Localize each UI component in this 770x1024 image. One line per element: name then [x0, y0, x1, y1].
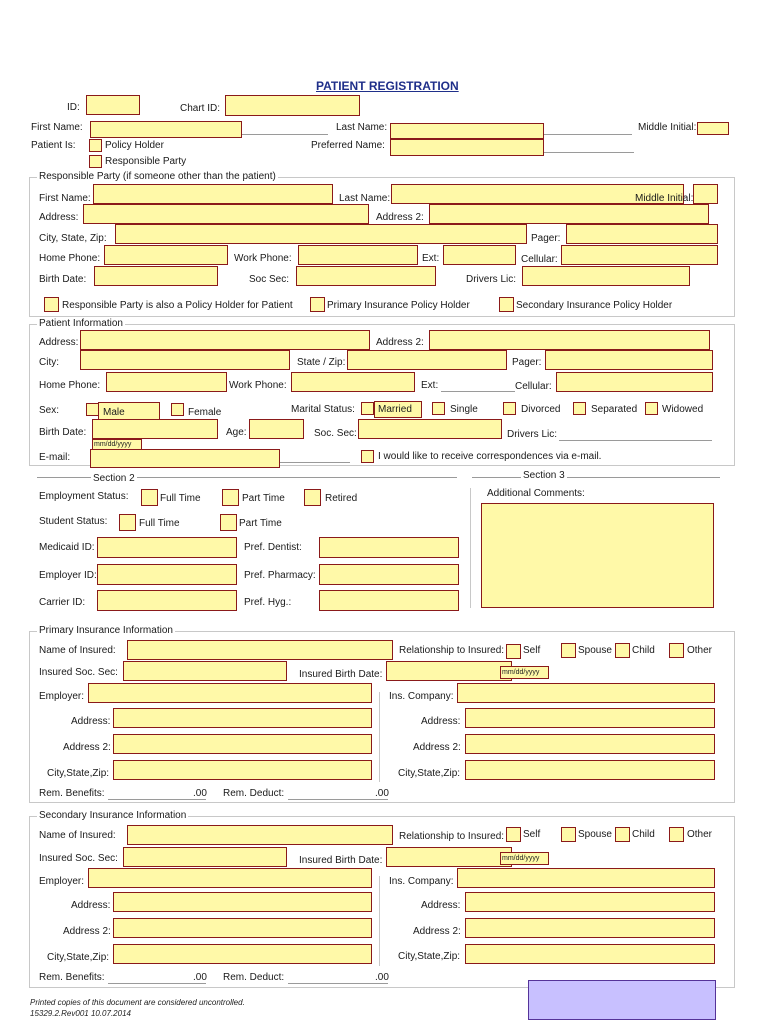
employment-fulltime-label: Full Time — [160, 493, 201, 504]
dentist-field[interactable] — [319, 537, 459, 558]
patient-is-label: Patient Is: — [31, 140, 76, 151]
pi-state-zip-field[interactable] — [347, 350, 507, 370]
responsible-party-checkbox[interactable] — [89, 155, 102, 168]
ins2-co-address2-label: Address 2: — [413, 926, 461, 937]
rp-ext-label: Ext: — [422, 253, 440, 264]
pi-soc-sec-label: Soc. Sec: — [314, 428, 357, 439]
ins1-soc-field[interactable] — [123, 661, 287, 681]
ins2-spouse-label: Spouse — [578, 829, 612, 840]
ins2-address-field[interactable] — [113, 892, 372, 912]
ins1-deduct-label: Rem. Deduct: — [223, 788, 285, 799]
ins1-birth-field[interactable] — [386, 661, 512, 681]
rp-middle-initial-field[interactable] — [693, 184, 718, 204]
primary-insurance-legend: Primary Insurance Information — [39, 625, 173, 636]
policy-holder-label: Policy Holder — [105, 140, 164, 151]
pi-marital-label: Marital Status: — [291, 404, 355, 415]
employment-label: Employment Status: — [39, 491, 129, 502]
rp-first-name-label: First Name: — [39, 193, 91, 204]
student-parttime-label: Part Time — [239, 518, 282, 529]
student-fulltime-label: Full Time — [139, 518, 180, 529]
employment-retired-checkbox[interactable] — [304, 489, 321, 506]
rp-primary-holder-label: Primary Insurance Policy Holder — [327, 300, 470, 311]
footer-disclaimer: Printed copies of this document are considered uncontrolled. — [30, 998, 245, 1007]
ins2-birth-field[interactable] — [386, 847, 512, 867]
ins1-date-hint: mm/dd/yyyy — [502, 669, 540, 676]
ins1-other-checkbox[interactable] — [669, 643, 684, 658]
rp-drivers-lic-field[interactable] — [522, 266, 690, 286]
pi-city-field[interactable] — [80, 350, 290, 370]
rp-work-phone-label: Work Phone: — [234, 253, 292, 264]
pi-email-field[interactable] — [90, 449, 280, 468]
rp-work-phone-field[interactable] — [298, 245, 418, 265]
ins1-employer-label: Employer: — [39, 691, 85, 702]
comments-label: Additional Comments: — [487, 488, 585, 499]
policy-holder-checkbox[interactable] — [89, 139, 102, 152]
rp-also-policy-label: Responsible Party is also a Policy Holder for Patient — [62, 300, 293, 311]
ins1-deduct-cents: .00 — [375, 788, 389, 799]
ins2-soc-field[interactable] — [123, 847, 287, 867]
ins1-spouse-label: Spouse — [578, 645, 612, 656]
responsible-party-label: Responsible Party — [105, 156, 187, 167]
ins1-address-label: Address: — [71, 716, 111, 727]
rp-pager-field[interactable] — [566, 224, 718, 244]
last-name-field[interactable] — [390, 123, 544, 139]
comments-field[interactable] — [481, 503, 714, 608]
ins1-spouse-checkbox[interactable] — [561, 643, 576, 658]
student-fulltime-checkbox[interactable] — [119, 514, 136, 531]
ins1-co-address2-field[interactable] — [465, 734, 715, 754]
id-field[interactable] — [86, 95, 140, 115]
ins1-birth-label: Insured Birth Date: — [299, 669, 383, 680]
pi-separated-checkbox[interactable] — [573, 402, 586, 415]
pi-work-phone-field[interactable] — [291, 372, 415, 392]
ins1-co-csz-field[interactable] — [465, 760, 715, 780]
ins1-other-label: Other — [687, 645, 713, 656]
rp-home-phone-label: Home Phone: — [39, 253, 101, 264]
employer-id-label: Employer ID: — [39, 570, 97, 581]
ins1-name-field[interactable] — [127, 640, 393, 660]
ins2-relationship-label: Relationship to Insured: — [399, 831, 505, 842]
ins2-name-field[interactable] — [127, 825, 393, 845]
pi-address2-field[interactable] — [429, 330, 710, 350]
ins1-self-label: Self — [523, 645, 541, 656]
rp-ext-field[interactable] — [443, 245, 516, 265]
section2-legend: Section 2 — [93, 473, 135, 484]
rp-address-field[interactable] — [83, 204, 369, 224]
ins1-csz-label: City,State,Zip: — [47, 768, 110, 779]
pi-married-label: Married — [378, 404, 412, 415]
pi-home-phone-label: Home Phone: — [39, 380, 101, 391]
ins1-benefits-label: Rem. Benefits: — [39, 788, 105, 799]
ins2-other-label: Other — [687, 829, 713, 840]
chart-id-field[interactable] — [225, 95, 360, 116]
medicaid-field[interactable] — [97, 537, 237, 558]
pi-separated-label: Separated — [591, 404, 638, 415]
pi-address-field[interactable] — [80, 330, 370, 350]
ins1-company-label: Ins. Company: — [389, 691, 454, 702]
rp-cellular-label: Cellular: — [521, 254, 558, 265]
ins2-employer-field[interactable] — [88, 868, 372, 888]
ins2-co-address2-field[interactable] — [465, 918, 715, 938]
ins1-co-address-label: Address: — [421, 716, 461, 727]
ins1-child-checkbox[interactable] — [615, 643, 630, 658]
rp-also-policy-checkbox[interactable] — [44, 297, 59, 312]
ins2-csz-label: City,State,Zip: — [47, 952, 110, 963]
pi-city-label: City: — [39, 357, 59, 368]
pi-single-checkbox[interactable] — [432, 402, 445, 415]
responsible-party-legend: Responsible Party (if someone other than the patient) — [39, 171, 276, 182]
pi-pager-field[interactable] — [545, 350, 713, 370]
ins2-name-label: Name of Insured: — [39, 830, 116, 841]
ins1-address2-field[interactable] — [113, 734, 372, 754]
student-parttime-checkbox[interactable] — [220, 514, 237, 531]
ins2-deduct-cents: .00 — [375, 972, 389, 983]
rp-birth-date-field[interactable] — [94, 266, 218, 286]
id-label: ID: — [67, 102, 80, 113]
pi-soc-sec-field[interactable] — [358, 419, 502, 439]
rp-middle-initial-label: Middle Initial: — [635, 193, 694, 204]
ins2-child-checkbox[interactable] — [615, 827, 630, 842]
ins2-spouse-checkbox[interactable] — [561, 827, 576, 842]
pi-ext-label: Ext: — [421, 380, 439, 391]
ins2-soc-label: Insured Soc. Sec: — [39, 853, 118, 864]
ins2-birth-label: Insured Birth Date: — [299, 855, 383, 866]
ins2-address2-field[interactable] — [113, 918, 372, 938]
employer-id-field[interactable] — [97, 564, 237, 585]
ins1-self-checkbox[interactable] — [506, 644, 521, 659]
employment-retired-label: Retired — [325, 493, 358, 504]
pi-state-zip-label: State / Zip: — [297, 357, 346, 368]
ins2-co-address-label: Address: — [421, 900, 461, 911]
pi-birth-date-label: Birth Date: — [39, 427, 87, 438]
ins1-co-csz-label: City,State,Zip: — [398, 768, 461, 779]
ins1-csz-field[interactable] — [113, 760, 372, 780]
ins2-csz-field[interactable] — [113, 944, 372, 964]
first-name-field[interactable] — [90, 121, 242, 138]
pi-address2-label: Address 2: — [376, 337, 424, 348]
pi-cellular-label: Cellular: — [515, 381, 552, 392]
medicaid-label: Medicaid ID: — [39, 542, 95, 553]
pi-address-label: Address: — [39, 337, 79, 348]
pharmacy-field[interactable] — [319, 564, 459, 585]
pi-date-hint: mm/dd/yyyy — [94, 441, 132, 448]
rp-drivers-lic-label: Drivers Lic: — [466, 274, 517, 285]
rp-address-label: Address: — [39, 212, 79, 223]
rp-secondary-holder-checkbox[interactable] — [499, 297, 514, 312]
ins2-date-hint: mm/dd/yyyy — [502, 855, 540, 862]
pi-home-phone-field[interactable] — [106, 372, 227, 392]
middle-initial-field[interactable] — [697, 122, 729, 135]
rp-pager-label: Pager: — [531, 233, 561, 244]
pi-birth-date-field[interactable] — [92, 419, 218, 439]
pi-work-phone-label: Work Phone: — [229, 380, 287, 391]
ins2-self-checkbox[interactable] — [506, 827, 521, 842]
ins2-address-label: Address: — [71, 900, 111, 911]
pi-pager-label: Pager: — [512, 357, 542, 368]
pi-age-field[interactable] — [249, 419, 304, 439]
rp-address2-label: Address 2: — [376, 212, 424, 223]
secondary-insurance-legend: Secondary Insurance Information — [39, 810, 187, 821]
ins2-child-label: Child — [632, 829, 655, 840]
ins2-deduct-label: Rem. Deduct: — [223, 972, 285, 983]
ins1-employer-field[interactable] — [88, 683, 372, 703]
pi-widowed-checkbox[interactable] — [645, 402, 658, 415]
rp-last-name-label: Last Name: — [339, 193, 391, 204]
ins1-co-address2-label: Address 2: — [413, 742, 461, 753]
pi-sex-label: Sex: — [39, 405, 60, 416]
ins1-address2-label: Address 2: — [63, 742, 111, 753]
ins1-co-address-field[interactable] — [465, 708, 715, 728]
pi-email-opt-checkbox[interactable] — [361, 450, 374, 463]
employment-parttime-label: Part Time — [242, 493, 285, 504]
section3-legend: Section 3 — [523, 470, 565, 481]
carrier-label: Carrier ID: — [39, 597, 86, 608]
ins1-company-field[interactable] — [457, 683, 715, 703]
ins1-benefits-cents: .00 — [193, 788, 207, 799]
ins2-benefits-label: Rem. Benefits: — [39, 972, 105, 983]
carrier-field[interactable] — [97, 590, 237, 611]
pi-email-opt-label: I would like to receive correspondences via e-mail. — [378, 451, 602, 462]
ins2-co-csz-label: City,State,Zip: — [398, 951, 461, 962]
pi-divorced-label: Divorced — [521, 404, 561, 415]
ins2-company-label: Ins. Company: — [389, 876, 454, 887]
rp-soc-sec-field[interactable] — [296, 266, 436, 286]
employment-parttime-checkbox[interactable] — [222, 489, 239, 506]
rp-cellular-field[interactable] — [561, 245, 718, 265]
ins2-company-field[interactable] — [457, 868, 715, 888]
ins2-address2-label: Address 2: — [63, 926, 111, 937]
ins2-co-address-field[interactable] — [465, 892, 715, 912]
rp-address2-field[interactable] — [429, 204, 709, 224]
preferred-name-label: Preferred Name: — [311, 140, 385, 151]
rp-primary-holder-checkbox[interactable] — [310, 297, 325, 312]
pi-single-label: Single — [450, 404, 478, 415]
ins2-self-label: Self — [523, 829, 541, 840]
pi-married-checkbox[interactable] — [361, 402, 374, 415]
chart-id-label: Chart ID: — [180, 103, 221, 114]
pi-age-label: Age: — [226, 427, 247, 438]
preferred-name-field[interactable] — [390, 139, 544, 156]
rp-secondary-holder-label: Secondary Insurance Policy Holder — [516, 300, 673, 311]
ins1-relationship-label: Relationship to Insured: — [399, 645, 505, 656]
footer-revision: 15329.2.Rev001 10.07.2014 — [30, 1009, 131, 1018]
ins1-child-label: Child — [632, 645, 655, 656]
rp-soc-sec-label: Soc Sec: — [249, 274, 290, 285]
employment-fulltime-checkbox[interactable] — [141, 489, 158, 506]
ins1-name-label: Name of Insured: — [39, 645, 116, 656]
first-name-label: First Name: — [31, 122, 83, 133]
ins1-address-field[interactable] — [113, 708, 372, 728]
pi-cellular-field[interactable] — [556, 372, 713, 392]
hyg-label: Pref. Hyg.: — [244, 597, 292, 608]
ins2-other-checkbox[interactable] — [669, 827, 684, 842]
hyg-field[interactable] — [319, 590, 459, 611]
rp-city-field[interactable] — [115, 224, 527, 244]
ins2-employer-label: Employer: — [39, 876, 85, 887]
pi-widowed-label: Widowed — [662, 404, 704, 415]
ins2-co-csz-field[interactable] — [465, 944, 715, 964]
ins1-soc-label: Insured Soc. Sec: — [39, 667, 118, 678]
middle-initial-label: Middle Initial: — [638, 122, 697, 133]
pi-male-label: Male — [103, 407, 125, 418]
pi-divorced-checkbox[interactable] — [503, 402, 516, 415]
ins2-benefits-cents: .00 — [193, 972, 207, 983]
dentist-label: Pref. Dentist: — [244, 542, 302, 553]
pharmacy-label: Pref. Pharmacy: — [244, 570, 316, 581]
last-name-label: Last Name: — [336, 122, 388, 133]
signature-box[interactable] — [528, 980, 716, 1020]
pi-email-label: E-mail: — [39, 452, 71, 463]
pi-drivers-lic-label: Drivers Lic: — [507, 429, 558, 440]
pi-female-checkbox[interactable] — [171, 403, 184, 416]
rp-first-name-field[interactable] — [93, 184, 333, 204]
rp-city-label: City, State, Zip: — [39, 233, 107, 244]
pi-female-label: Female — [188, 407, 222, 418]
patient-info-legend: Patient Information — [39, 318, 123, 329]
rp-birth-date-label: Birth Date: — [39, 274, 87, 285]
rp-home-phone-field[interactable] — [104, 245, 228, 265]
page-title: PATIENT REGISTRATION — [316, 79, 459, 93]
student-label: Student Status: — [39, 516, 108, 527]
